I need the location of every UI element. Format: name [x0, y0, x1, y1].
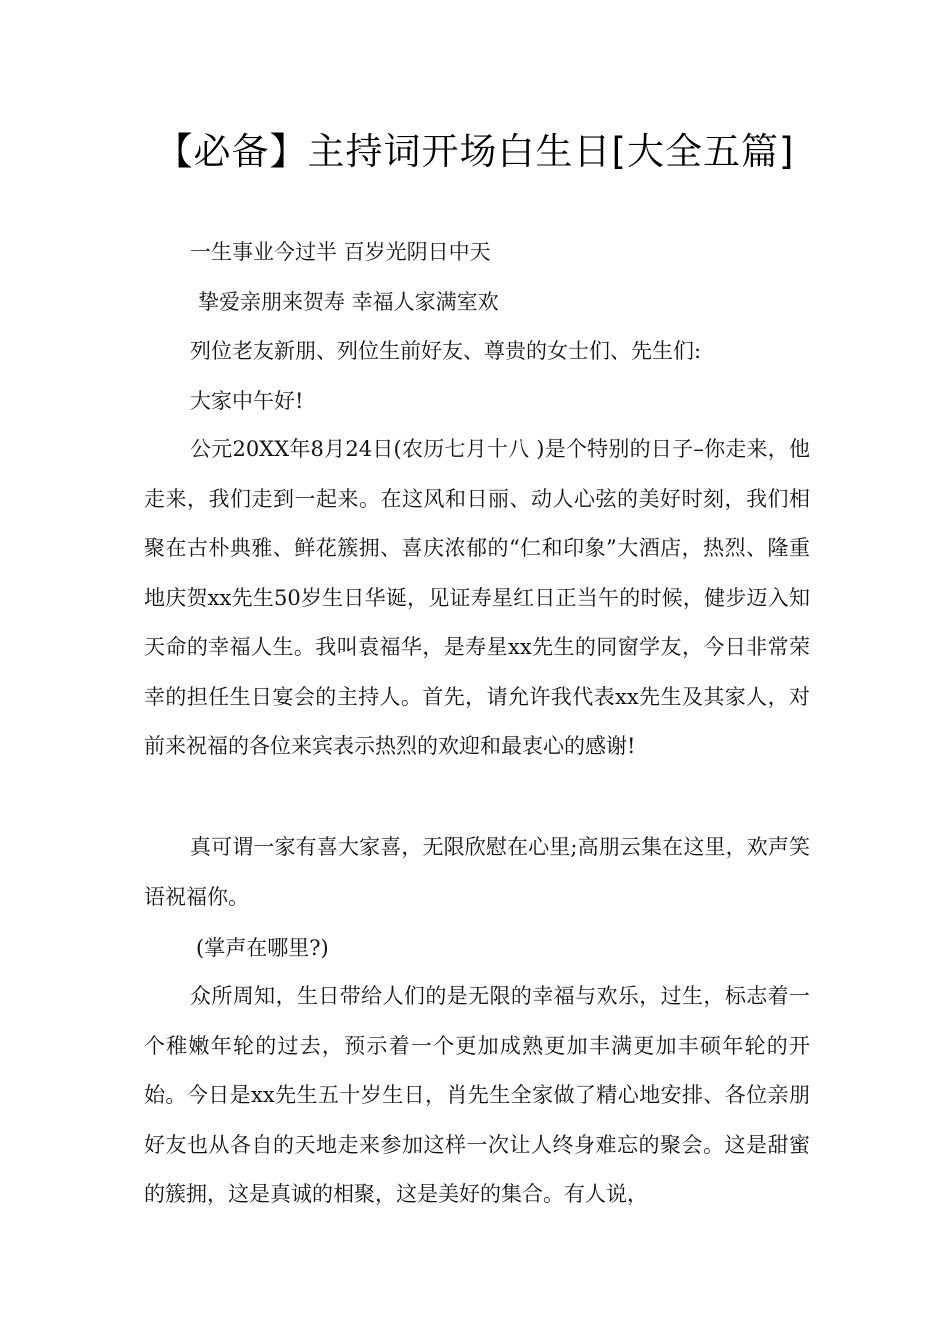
paragraph-celebration: 真可谓一家有喜大家喜，无限欣慰在心里;高朋云集在这里，欢声笑语祝福你。: [144, 835, 810, 909]
greeting-line: 列位老友新朋、列位生前好友、尊贵的女士们、先生们:: [190, 339, 702, 363]
paragraph-birthday-meaning: 众所周知，生日带给人们的是无限的幸福与欢乐，过生，标志着一个稚嫩年轮的过去，预示着一个更加成熟更加丰满更加丰硕年轮的开始。今日是xx先生五十岁生日，肖先生全家做了精心地安排、各位亲朋好友也从各自的天地走来参加这样一次让人终身难忘的聚会。这是甜蜜的簇拥，这是真诚的相聚，这是美好的集合。有人说，: [144, 984, 810, 1206]
good-noon-line: 大家中午好!: [190, 389, 304, 413]
applause-line: (掌声在哪里?): [196, 936, 329, 960]
document-title: 【必备】主持词开场白生日[大全五篇]: [155, 130, 795, 173]
couplet-line-2: 挚爱亲朋来贺寿 幸福人家满室欢: [198, 290, 499, 314]
paragraph-opening: 公元20XX年8月24日(农历七月十八 )是个特别的日子–你走来，他走来，我们走到一起来。在这风和日丽、动人心弦的美好时刻，我们相聚在古朴典雅、鲜花簇拥、喜庆浓郁的“仁和印象”大酒店，热烈、隆重地庆贺xx先生50岁生日华诞，见证寿星红日正当午的时候，健步迈入知天命的幸福人生。我叫袁福华，是寿星xx先生的同窗学友，今日非常荣幸的担任生日宴会的主持人。首先，请允许我代表xx先生及其家人，对前来祝福的各位来宾表示热烈的欢迎和最衷心的感谢!: [144, 437, 810, 758]
couplet-line-1: 一生事业今过半 百岁光阴日中天: [190, 240, 491, 264]
